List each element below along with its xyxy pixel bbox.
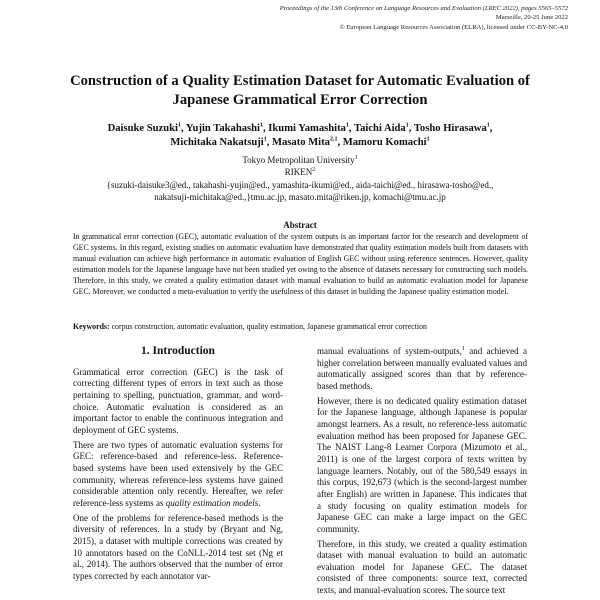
paragraph-text: .	[258, 497, 261, 508]
paragraph: One of the problems for reference-based methods is the diversity of references. In a study by (Bryant and Ng, 2015), a dataset with multiple corrections was created by 10 annotators based on the CoNLL-2014 test set (Ng et al., 2014). The authors observed that the number of error types corrected by each annotator var-	[73, 512, 283, 581]
section-heading: 1. Introduction	[141, 345, 215, 357]
author-affil-mark: 1	[263, 136, 267, 143]
paragraph	[73, 440, 283, 510]
author-affil-mark: 1	[426, 136, 430, 143]
keywords	[73, 322, 528, 333]
title-line-1: Construction of a Quality Estimation Dataset for Automatic Evaluation of	[70, 73, 530, 89]
proceedings-header	[280, 4, 568, 32]
keywords-label: Keywords:	[73, 322, 110, 331]
email-list	[30, 180, 570, 203]
author-name: Masato Mita	[271, 137, 330, 148]
email-line-1: {suzuki-daisuke3@ed., takahashi-yujin@ed., yamashita-ikumi@ed., aida-taichi@ed., hirasawa-tosho@ed.,	[106, 180, 494, 190]
abstract-text: In grammatical error correction (GEC), automatic evaluation of the system outputs is an important factor for the research and development of GEC systems. In this regard, existing studies on automatic evaluation have demonstrated that quality estimation models built from datasets with manual evaluation can achieve high performance in automatic evaluation of English GEC without using reference sentences. However, quality estimation models for the Japanese language have not been studied yet owing to the absence of datasets necessary for constructing such models. Therefore, in this study, we created a quality estimation dataset with manual evaluation to build an automatic evaluation model for Japanese GEC. Moreover, we conducted a meta-evaluation to verify the usefulness of this dataset in building the Japanese quality estimation model.	[73, 232, 528, 296]
license-line: © European Language Resources Association (ELRA), licensed under CC-BY-NC-4.0	[339, 23, 568, 31]
author-affil-mark: 1	[486, 122, 490, 129]
paragraph-text: and achieved a higher correlation between manually evaluated values and automatically assigned scores than that by reference-based methods.	[317, 346, 527, 391]
author-affil-mark: 1	[345, 122, 349, 129]
right-column	[317, 346, 527, 600]
affiliation-mark: 1	[354, 155, 358, 161]
title-line-2: Japanese Grammatical Error Correction	[172, 91, 428, 108]
author-line-1: Daisuke Suzuki$^1$, Yujin Takahashi$^1$, Ikumi Yamashita$^1$, Taichi Aida$^1$, Tosho Hirasawa$^1$,	[107, 122, 493, 134]
paragraph: However, there is no dedicated quality estimation dataset for the Japanese language, although Japanese is popular amongst learners. As a result, no reference-less automatic evaluation method has been proposed for Japanese GEC. The NAIST Lang-8 Learner Corpora (Mizumoto et al., 2011) is one of the largest corpora of texts written by language learners. Notably, out of the 580,549 essays in this corpus, 192,673 (which is the second-largest number after English) are written in Japanese. This indicates that a study focusing on quality estimation models for Japanese GEC can make a large impact on the GEC community.	[317, 395, 527, 534]
abstract-heading: Abstract	[283, 220, 317, 230]
affiliation-1	[30, 155, 570, 167]
author-name: Daisuke Suzuki	[107, 123, 178, 134]
author-name: Taichi Aida	[354, 123, 406, 134]
author-affil-mark: 1	[260, 122, 263, 129]
author-affil-mark: 1	[177, 122, 181, 129]
affiliation-name: Tokyo Metropolitan University	[242, 155, 355, 165]
author-list	[30, 122, 570, 150]
paragraph: Grammatical error correction (GEC) is the task of correcting different types of errors in text such as those pertaining to spelling, punctuation, grammar, and word-choice. Automatic evaluation is considered as an important factor to enable the continuous integration and deployment of GEC systems.	[73, 366, 283, 435]
author-name: Yujin Takahashi	[185, 123, 260, 134]
left-column	[73, 342, 283, 585]
affiliation-name: RIKEN	[284, 167, 313, 177]
italic-term: quality estimation models	[165, 497, 259, 508]
author-name: Michitaka Nakatsuji	[170, 137, 264, 148]
keywords-text: corpus construction, automatic evaluation, quality estimation, Japanese grammatical error correction	[111, 322, 427, 331]
affiliation-2	[30, 167, 570, 179]
email-line-2: nakatsuji-michitaka@ed.,}tmu.ac.jp, masato.mita@riken.jp, komachi@tmu.ac.jp	[154, 191, 446, 202]
author-name: Tosho Hirasawa	[413, 123, 487, 134]
paragraph-text: manual evaluations of system-outputs,	[317, 346, 462, 356]
author-affil-mark: 2,1	[329, 136, 338, 143]
location-date-line: Marseille, 20-25 June 2022	[495, 14, 568, 22]
affiliation-mark: 2	[312, 167, 316, 173]
author-line-2: Michitaka Nakatsuji$^1$, Masato Mita$^{2,1}$, Mamoru Komachi$^1$	[170, 136, 430, 148]
paper-title	[40, 72, 560, 109]
paragraph-text: There are two types of automatic evaluation systems for GEC: reference-based and reference-less. Reference-based systems have been used extensively by the GEC community, whereas reference-less systems have gained considerable attention only recently. Hereafter, we refer reference-less systems as	[73, 439, 283, 508]
footnote-mark: 1	[461, 346, 465, 352]
author-affil-mark: 1	[405, 122, 409, 129]
author-name: Mamoru Komachi	[342, 137, 427, 148]
paragraph: Therefore, in this study, we created a quality estimation dataset with manual evaluation to build an automatic evaluation model for Japanese GEC. The dataset consisted of three components: source text, corrected texts, and manual-evaluation scores. The source text	[317, 538, 527, 596]
paragraph	[317, 346, 527, 393]
proceedings-line: Proceedings of the 13th Conference on Language Resources and Evaluation (LREC 2022), pages 5565–5572	[279, 5, 568, 12]
author-name: Ikumi Yamashita	[268, 123, 346, 134]
